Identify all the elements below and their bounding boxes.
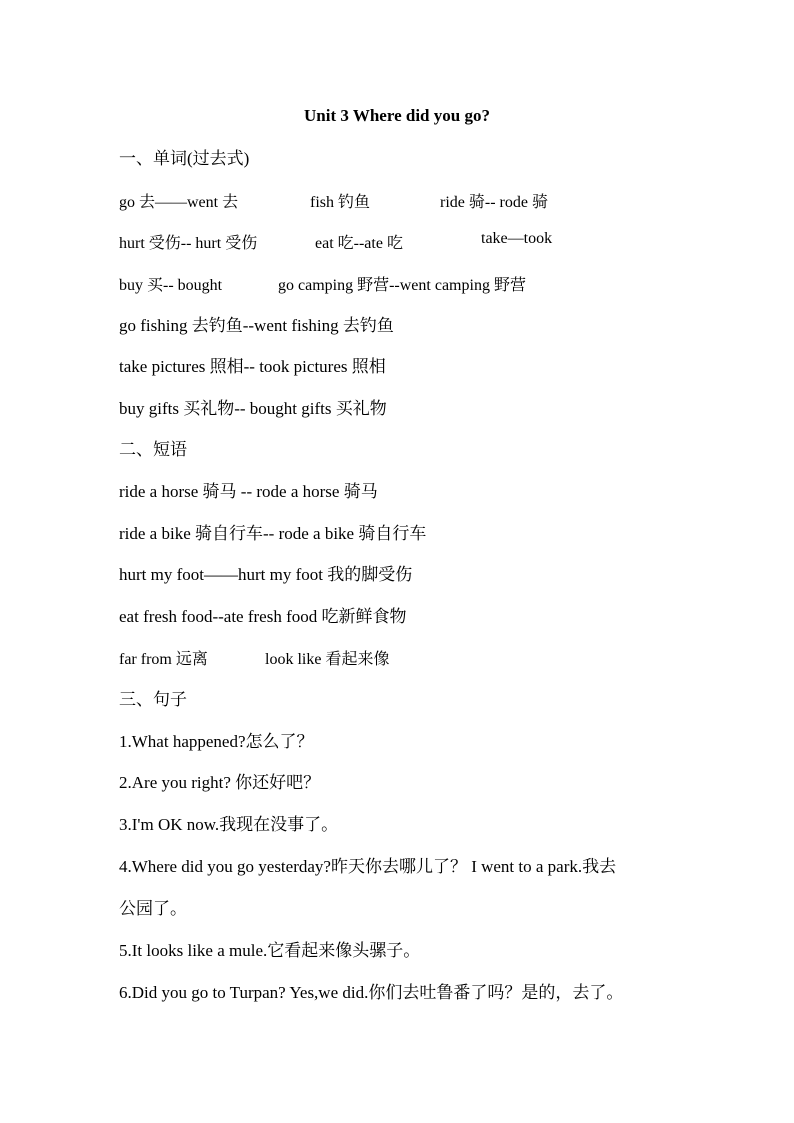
document-title: Unit 3 Where did you go? (304, 106, 490, 125)
word-row-1 (119, 189, 719, 213)
word-entry-ride: ride 骑-- rode 骑 (440, 194, 548, 211)
word-entry-go-fishing: go fishing 去钓鱼--went fishing 去钓鱼 (119, 316, 394, 335)
phrase-ride-a-bike: ride a bike 骑自行车-- rode a bike 骑自行车 (119, 524, 427, 543)
word-row-3 (119, 272, 719, 296)
word-entry-fish: fish 钓鱼 (310, 194, 371, 211)
word-entry-take-pictures: take pictures 照相-- took pictures 照相 (119, 357, 386, 376)
phrase-row-5 (119, 646, 719, 670)
word-entry-buy: buy 买-- bought (119, 277, 223, 294)
section-heading-words: 一、单词(过去式) (119, 149, 250, 168)
section-heading-phrases: 二、短语 (119, 440, 187, 459)
phrase-look-like: look like 看起来像 (265, 651, 390, 668)
sentence-4: 4.Where did you go yesterday?昨天你去哪儿了？ I went to a park.我去 (119, 857, 617, 876)
sentence-3: 3.I'm OK now.我现在没事了。 (119, 815, 339, 834)
word-entry-buy-gifts: buy gifts 买礼物-- bought gifts 买礼物 (119, 399, 387, 418)
sentence-4-continued: 公园了。 (119, 899, 187, 918)
sentence-6: 6.Did you go to Turpan? Yes,we did.你们去吐鲁番了吗？是的，去了。 (119, 983, 624, 1002)
word-entry-go-camping: go camping 野营--went camping 野营 (278, 277, 526, 294)
phrase-eat-fresh-food: eat fresh food--ate fresh food 吃新鲜食物 (119, 607, 407, 626)
section-heading-sentences: 三、句子 (119, 690, 187, 709)
sentence-5: 5.It looks like a mule.它看起来像头骡子。 (119, 941, 421, 960)
word-entry-eat: eat 吃--ate 吃 (315, 235, 403, 252)
phrase-ride-a-horse: ride a horse 骑马 -- rode a horse 骑马 (119, 482, 378, 501)
phrase-hurt-my-foot: hurt my foot——hurt my foot 我的脚受伤 (119, 565, 413, 584)
word-entry-hurt: hurt 受伤-- hurt 受伤 (119, 235, 258, 252)
word-entry-go: go 去——went 去 (119, 194, 239, 211)
word-row-2 (119, 230, 719, 254)
word-entry-take: take—took (481, 230, 553, 247)
phrase-far-from: far from 远离 (119, 651, 208, 668)
sentence-2: 2.Are you right? 你还好吧？ (119, 773, 321, 792)
sentence-1: 1.What happened?怎么了？ (119, 732, 314, 751)
